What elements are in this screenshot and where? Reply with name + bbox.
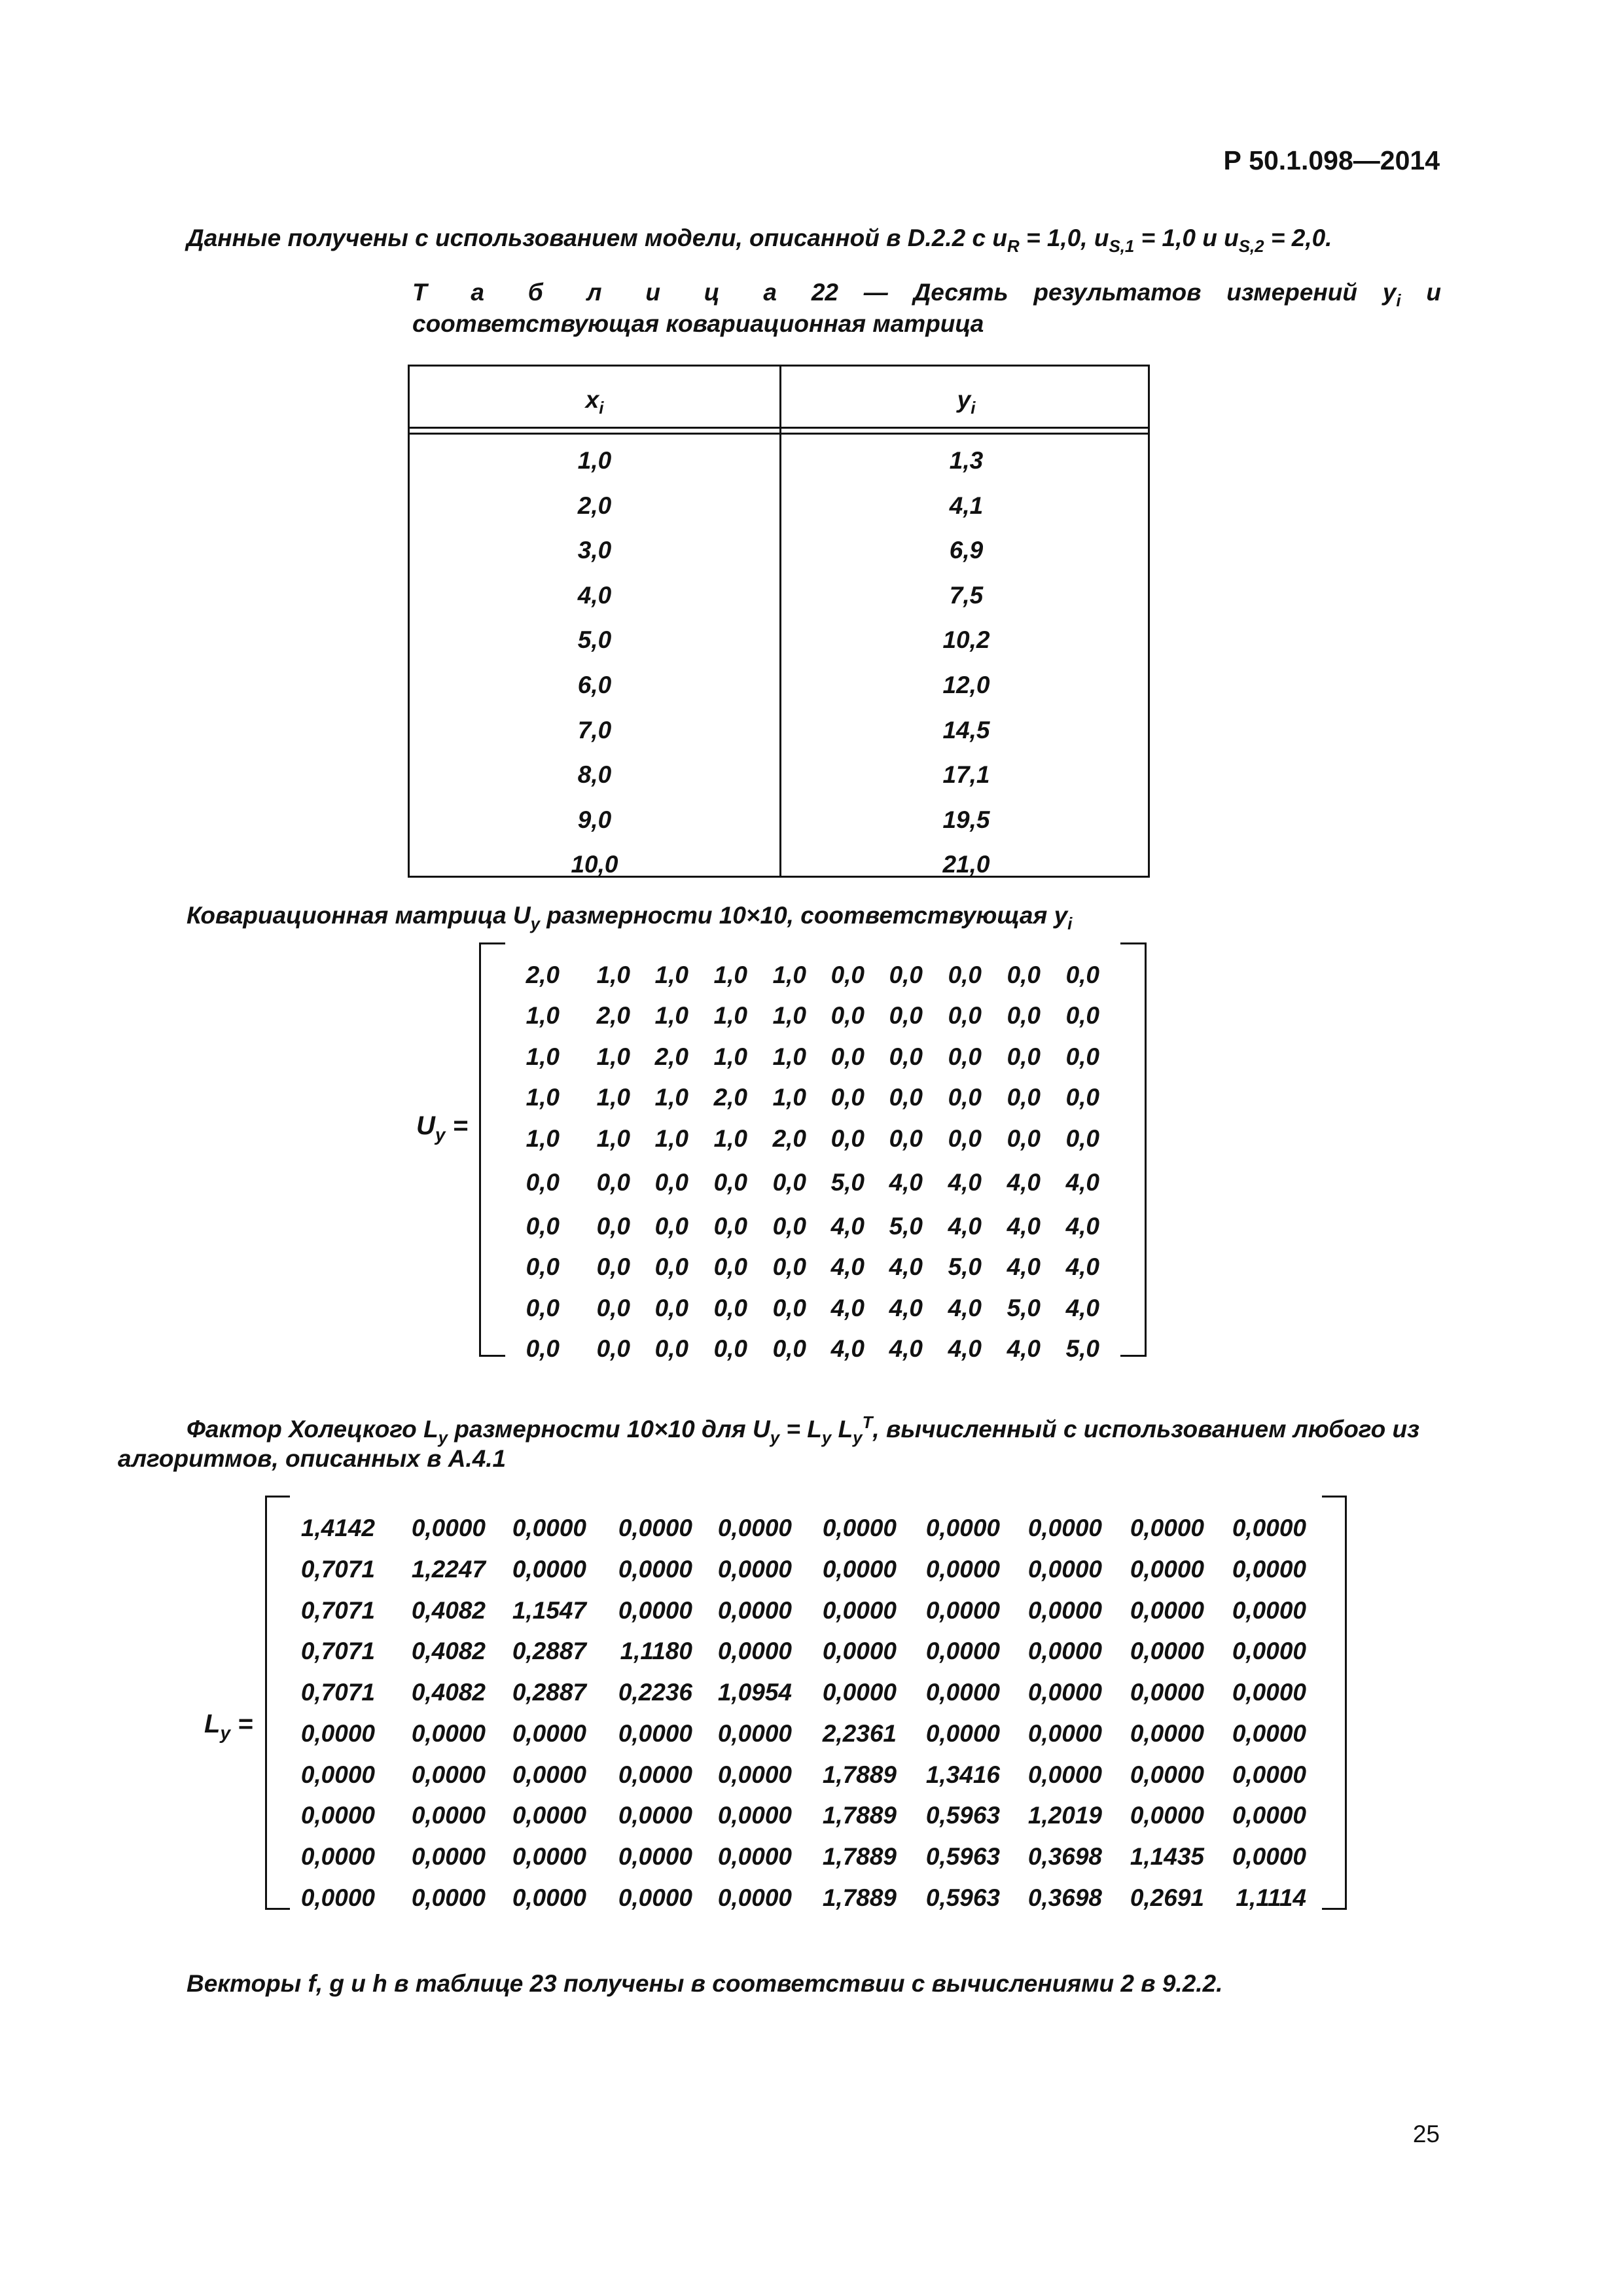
matrix-cell: 0,0 (526, 1253, 560, 1280)
matrix-cell: 0,0 (948, 1002, 982, 1029)
cholesky-caption-line1: Фактор Холецкого $L_y$ размерности 10×10 для $U_y = L_y$ $L_y^T$, вычисленный с использованием любого из (187, 1413, 1419, 1448)
matrix-cell: 0,0000 (822, 1515, 897, 1541)
matrix-cell: 0,0 (596, 1335, 630, 1362)
matrix-cell: 0,5963 (925, 1802, 1000, 1829)
matrix-cell: 4,0 (889, 1169, 923, 1196)
matrix-cell: 0,0000 (925, 1679, 1000, 1706)
matrix-cell: 0,0000 (717, 1638, 792, 1664)
matrix-cell: 1,0 (713, 1125, 747, 1152)
matrix-cell: 0,0000 (717, 1720, 792, 1747)
matrix-cell: 0,7071 (300, 1679, 375, 1706)
matrix-cell: 1,0 (713, 1002, 747, 1029)
matrix-cell: 4,0 (889, 1335, 923, 1362)
matrix-cell: 0,0 (654, 1335, 688, 1362)
matrix-cell: 0,0 (830, 961, 865, 988)
matrix-cell: 0,0000 (1130, 1556, 1204, 1583)
matrix-cell: 1,0 (713, 961, 747, 988)
matrix-cell: 0,0 (1007, 961, 1041, 988)
matrix-cell: 5,0 (948, 1253, 982, 1280)
cell-x: 7,0 (577, 716, 612, 744)
matrix-cell: 0,0 (1065, 961, 1099, 988)
matrix-cell: 0,0 (713, 1295, 747, 1321)
page-number: 25 (1412, 2121, 1440, 2147)
matrix-cell: 0,0000 (618, 1761, 692, 1788)
matrix-cell: 4,0 (1065, 1213, 1099, 1240)
matrix-cell: 0,0000 (1130, 1515, 1204, 1541)
matrix-cell: 0,2887 (512, 1638, 586, 1664)
matrix-cell: 0,0000 (1027, 1556, 1102, 1583)
matrix-cell: 1,0 (526, 1043, 560, 1070)
matrix-cell: 0,0000 (411, 1843, 486, 1870)
table-row (410, 798, 1148, 843)
matrix-cell: 4,0 (1065, 1169, 1099, 1196)
matrix-cell: 4,0 (830, 1295, 865, 1321)
matrix-cell: 4,0 (830, 1213, 865, 1240)
table-22 (408, 365, 1150, 878)
matrix-cell: 1,3416 (925, 1761, 1000, 1788)
matrix-cell: 1,0 (654, 1125, 688, 1152)
matrix-cell: 2,0 (654, 1043, 688, 1070)
matrix-cell: 0,0000 (717, 1597, 792, 1624)
matrix-cell: 0,0000 (1130, 1802, 1204, 1829)
matrix-cell: 0,0000 (925, 1515, 1000, 1541)
matrix-cell: 0,0000 (717, 1761, 792, 1788)
matrix-cell: 0,0000 (512, 1843, 586, 1870)
intro-paragraph: Данные получены с использованием модели, описанной в D.2.2 с $u_R = 1,0$, $u_{S,1} = 1,0$ и $u_{S,2} = 2,0$. (187, 224, 1332, 257)
matrix-cell: 0,0000 (1130, 1638, 1204, 1664)
uy-label: $U_y$ = (416, 1111, 468, 1145)
matrix-cell: 0,0 (526, 1169, 560, 1196)
matrix-cell: 0,0 (713, 1169, 747, 1196)
matrix-cell: 0,0000 (300, 1802, 375, 1829)
matrix-cell: 0,0 (830, 1002, 865, 1029)
matrix-cell: 4,0 (948, 1335, 982, 1362)
matrix-cell: 0,0 (948, 1043, 982, 1070)
matrix-cell: 0,0000 (1232, 1679, 1306, 1706)
matrix-cell: 0,0000 (1027, 1720, 1102, 1747)
matrix-cell: 0,0000 (512, 1802, 586, 1829)
cell-y: 10,2 (942, 626, 990, 654)
cell-y: 12,0 (942, 671, 990, 698)
matrix-cell: 1,7889 (822, 1802, 897, 1829)
matrix-cell: 0,0000 (925, 1556, 1000, 1583)
matrix-cell: 0,5963 (925, 1843, 1000, 1870)
table-row (410, 618, 1148, 663)
matrix-cell: 0,0000 (1130, 1679, 1204, 1706)
matrix-cell: 0,0000 (1027, 1597, 1102, 1624)
matrix-cell: 1,4142 (300, 1515, 375, 1541)
matrix-cell: 4,0 (830, 1253, 865, 1280)
matrix-cell: 0,0 (830, 1125, 865, 1152)
matrix-cell: 0,0000 (1232, 1597, 1306, 1624)
matrix-cell: 0,0000 (1232, 1802, 1306, 1829)
matrix-cell: 2,0 (713, 1084, 747, 1111)
matrix-cell: 1,0 (596, 1043, 630, 1070)
ly-label: $L_y$ = (204, 1710, 253, 1743)
matrix-cell: 0,0 (772, 1295, 806, 1321)
matrix-cell: 0,0000 (411, 1515, 486, 1541)
matrix-cell: 0,0000 (300, 1761, 375, 1788)
column-header-y: $y_i$ (957, 386, 976, 418)
cell-x: 10,0 (571, 851, 618, 878)
matrix-cell: 0,0000 (925, 1720, 1000, 1747)
column-header-x: $x_i$ (585, 386, 604, 418)
matrix-cell: 0,0000 (618, 1802, 692, 1829)
matrix-cell: 2,0 (526, 961, 560, 988)
cell-x: 1,0 (577, 447, 612, 474)
matrix-cell: 0,7071 (300, 1597, 375, 1624)
matrix-cell: 4,0 (948, 1169, 982, 1196)
matrix-cell: 0,0000 (618, 1515, 692, 1541)
matrix-cell: 0,0 (948, 1125, 982, 1152)
matrix-cell: 0,4082 (411, 1597, 486, 1624)
matrix-cell: 1,0 (772, 1043, 806, 1070)
matrix-cell: 0,0000 (618, 1720, 692, 1747)
matrix-cell: 0,0 (596, 1169, 630, 1196)
matrix-cell: 0,0000 (1232, 1638, 1306, 1664)
matrix-cell: 1,0 (772, 1084, 806, 1111)
matrix-cell: 0,0 (596, 1295, 630, 1321)
matrix-cell: 4,0 (1065, 1253, 1099, 1280)
matrix-cell: 0,0 (654, 1253, 688, 1280)
matrix-cell: 0,3698 (1027, 1843, 1102, 1870)
matrix-cell: 0,0 (596, 1213, 630, 1240)
matrix-cell: 0,0 (772, 1253, 806, 1280)
matrix-cell: 0,0 (889, 1043, 923, 1070)
matrix-cell: 1,0 (596, 961, 630, 988)
matrix-cell: 0,0000 (822, 1679, 897, 1706)
matrix-cell: 0,4082 (411, 1638, 486, 1664)
matrix-cell: 0,0 (889, 1084, 923, 1111)
matrix-cell: 5,0 (1007, 1295, 1041, 1321)
matrix-cell: 0,0000 (512, 1720, 586, 1747)
cell-x: 6,0 (577, 671, 612, 698)
table-row (410, 439, 1148, 484)
matrix-cell: 1,0 (526, 1125, 560, 1152)
matrix-cell: 0,0 (713, 1335, 747, 1362)
matrix-cell: 0,0 (713, 1253, 747, 1280)
matrix-cell: 0,0 (654, 1295, 688, 1321)
matrix-cell: 5,0 (889, 1213, 923, 1240)
matrix-cell: 0,3698 (1027, 1884, 1102, 1911)
matrix-cell: 0,0 (1007, 1002, 1041, 1029)
matrix-cell: 0,0 (1065, 1002, 1099, 1029)
matrix-cell: 0,7071 (300, 1556, 375, 1583)
matrix-cell: 4,0 (889, 1253, 923, 1280)
matrix-cell: 1,0 (526, 1002, 560, 1029)
matrix-cell: 0,0000 (300, 1843, 375, 1870)
matrix-cell: 4,0 (948, 1295, 982, 1321)
matrix-cell: 0,0000 (1232, 1843, 1306, 1870)
matrix-cell: 0,0 (1007, 1125, 1041, 1152)
matrix-cell: 0,0 (889, 1125, 923, 1152)
table-row (410, 484, 1148, 529)
matrix-cell: 0,0000 (717, 1884, 792, 1911)
matrix-cell: 4,0 (889, 1295, 923, 1321)
matrix-cell: 0,0000 (1130, 1597, 1204, 1624)
matrix-cell: 0,2236 (618, 1679, 692, 1706)
matrix-cell: 0,0000 (512, 1556, 586, 1583)
table-row (410, 753, 1148, 798)
matrix-cell: 1,2019 (1027, 1802, 1102, 1829)
matrix-cell: 5,0 (830, 1169, 865, 1196)
matrix-cell: 0,0000 (618, 1843, 692, 1870)
matrix-cell: 0,0 (1007, 1043, 1041, 1070)
matrix-cell: 0,0 (526, 1335, 560, 1362)
cell-y: 4,1 (949, 492, 984, 519)
cell-x: 8,0 (577, 761, 612, 789)
matrix-cell: 2,0 (772, 1125, 806, 1152)
matrix-cell: 0,0 (772, 1335, 806, 1362)
matrix-cell: 0,0 (526, 1213, 560, 1240)
matrix-cell: 1,1547 (512, 1597, 586, 1624)
cell-y: 7,5 (949, 581, 984, 609)
matrix-cell: 0,0000 (822, 1597, 897, 1624)
matrix-cell: 0,2887 (512, 1679, 586, 1706)
matrix-cell: 1,0 (596, 1125, 630, 1152)
matrix-cell: 0,0000 (411, 1720, 486, 1747)
cell-x: 5,0 (577, 626, 612, 654)
matrix-cell: 0,0 (948, 1084, 982, 1111)
matrix-cell: 0,2691 (1130, 1884, 1204, 1911)
matrix-cell: 0,0000 (717, 1843, 792, 1870)
matrix-cell: 0,0000 (1027, 1761, 1102, 1788)
table-row (410, 842, 1148, 888)
matrix-cell: 0,0000 (512, 1515, 586, 1541)
table-22-caption: Т а б л и ц а 22 — Десять результатов измерений $y_i$ и соответствующая ковариационная матрица (412, 279, 1441, 337)
matrix-cell: 0,0 (526, 1295, 560, 1321)
matrix-cell: 0,0 (1007, 1084, 1041, 1111)
cell-x: 3,0 (577, 537, 612, 564)
matrix-cell: 4,0 (1007, 1169, 1041, 1196)
matrix-cell: 0,0000 (300, 1720, 375, 1747)
matrix-cell: 0,4082 (411, 1679, 486, 1706)
matrix-cell: 0,0000 (512, 1884, 586, 1911)
ly-right-bracket (1322, 1496, 1347, 1910)
table-row (410, 708, 1148, 753)
uy-right-bracket (1120, 942, 1147, 1357)
matrix-cell: 1,0 (772, 961, 806, 988)
matrix-cell: 1,0 (596, 1084, 630, 1111)
matrix-cell: 0,0000 (1027, 1679, 1102, 1706)
matrix-cell: 0,0 (948, 961, 982, 988)
cell-y: 14,5 (942, 716, 990, 744)
matrix-cell: 1,1114 (1236, 1884, 1306, 1911)
matrix-cell: 4,0 (830, 1335, 865, 1362)
matrix-cell: 0,0000 (1232, 1515, 1306, 1541)
matrix-cell: 0,0000 (717, 1515, 792, 1541)
matrix-cell: 0,0000 (1232, 1556, 1306, 1583)
matrix-cell: 0,0000 (925, 1597, 1000, 1624)
matrix-cell: 0,0000 (618, 1597, 692, 1624)
matrix-cell: 0,0 (772, 1213, 806, 1240)
matrix-cell: 5,0 (1065, 1335, 1099, 1362)
covariance-caption: Ковариационная матрица $U_y$ размерности 10×10, соответствующая $y_i$ (187, 902, 1073, 934)
matrix-cell: 2,2361 (822, 1720, 897, 1747)
matrix-cell: 0,0 (830, 1084, 865, 1111)
matrix-cell: 4,0 (1007, 1213, 1041, 1240)
matrix-cell: 0,0000 (1027, 1638, 1102, 1664)
matrix-cell: 4,0 (1007, 1335, 1041, 1362)
matrix-cell: 0,0000 (618, 1884, 692, 1911)
table-22-body (410, 439, 1148, 888)
matrix-cell: 0,0 (654, 1169, 688, 1196)
table-row (410, 573, 1148, 619)
cell-x: 4,0 (577, 581, 612, 609)
matrix-cell: 0,0000 (717, 1802, 792, 1829)
matrix-cell: 0,0000 (618, 1556, 692, 1583)
matrix-cell: 1,0 (526, 1084, 560, 1111)
matrix-cell: 4,0 (1065, 1295, 1099, 1321)
matrix-cell: 0,0 (1065, 1084, 1099, 1111)
cell-x: 2,0 (577, 492, 612, 519)
matrix-cell: 1,7889 (822, 1884, 897, 1911)
matrix-cell: 0,5963 (925, 1884, 1000, 1911)
table-row (410, 663, 1148, 708)
matrix-cell: 0,0000 (822, 1638, 897, 1664)
matrix-cell: 0,0000 (411, 1802, 486, 1829)
matrix-cell: 0,0 (889, 1002, 923, 1029)
matrix-cell: 0,0000 (1130, 1720, 1204, 1747)
matrix-cell: 0,0000 (1027, 1515, 1102, 1541)
matrix-cell: 0,0 (1065, 1125, 1099, 1152)
final-paragraph: Векторы f, g и h в таблице 23 получены в соответствии с вычислениями 2 в 9.2.2. (187, 1970, 1223, 1997)
matrix-cell: 1,0 (654, 961, 688, 988)
matrix-cell: 0,0 (772, 1169, 806, 1196)
matrix-cell: 4,0 (1007, 1253, 1041, 1280)
matrix-cell: 0,0 (889, 961, 923, 988)
cell-x: 9,0 (577, 806, 612, 833)
matrix-cell: 0,0000 (1232, 1720, 1306, 1747)
matrix-cell: 0,0000 (300, 1884, 375, 1911)
matrix-cell: 0,0 (830, 1043, 865, 1070)
table-row (410, 528, 1148, 573)
matrix-cell: 1,0 (713, 1043, 747, 1070)
matrix-cell: 0,0 (596, 1253, 630, 1280)
matrix-cell: 1,7889 (822, 1761, 897, 1788)
matrix-cell: 0,0000 (925, 1638, 1000, 1664)
standard-code: Р 50.1.098—2014 (1223, 145, 1440, 175)
matrix-cell: 0,7071 (300, 1638, 375, 1664)
matrix-cell: 0,0000 (822, 1556, 897, 1583)
matrix-cell: 1,0 (772, 1002, 806, 1029)
matrix-cell: 0,0000 (411, 1884, 486, 1911)
cell-y: 1,3 (949, 447, 984, 474)
matrix-cell: 0,0000 (717, 1556, 792, 1583)
matrix-cell: 0,0000 (512, 1761, 586, 1788)
cholesky-caption-line2: алгоритмов, описанных в А.4.1 (118, 1445, 507, 1472)
matrix-cell: 0,0 (713, 1213, 747, 1240)
cell-y: 6,9 (949, 537, 984, 564)
matrix-cell: 1,0954 (717, 1679, 792, 1706)
matrix-cell: 1,0 (654, 1002, 688, 1029)
cell-y: 21,0 (942, 851, 990, 878)
matrix-cell: 0,0000 (1130, 1761, 1204, 1788)
matrix-cell: 0,0000 (411, 1761, 486, 1788)
matrix-cell: 0,0 (654, 1213, 688, 1240)
matrix-cell: 1,2247 (411, 1556, 486, 1583)
cell-y: 17,1 (942, 761, 990, 789)
matrix-cell: 1,1435 (1130, 1843, 1204, 1870)
matrix-cell: 0,0 (1065, 1043, 1099, 1070)
cell-y: 19,5 (942, 806, 990, 833)
matrix-cell: 1,1180 (620, 1638, 692, 1664)
matrix-cell: 1,0 (654, 1084, 688, 1111)
matrix-cell: 2,0 (596, 1002, 630, 1029)
matrix-cell: 4,0 (948, 1213, 982, 1240)
matrix-cell: 0,0000 (1232, 1761, 1306, 1788)
matrix-cell: 1,7889 (822, 1843, 897, 1870)
